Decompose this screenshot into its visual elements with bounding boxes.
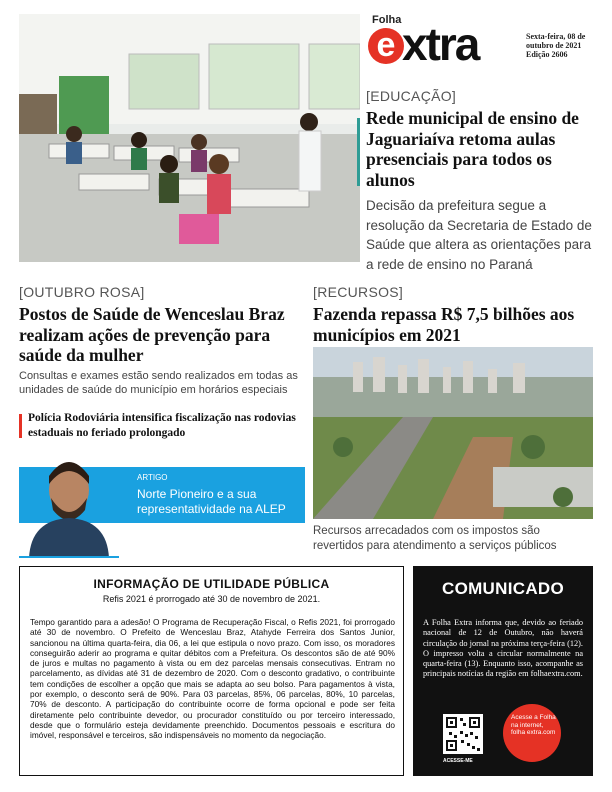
qr-code[interactable]	[443, 714, 483, 754]
top-story-kicker: [EDUCAÇÃO]	[366, 88, 457, 104]
edition-date: Sexta-feira, 08 de outubro de 2021	[526, 32, 586, 50]
brand-small: Folha	[372, 14, 402, 26]
kicker-bar	[357, 118, 360, 186]
masthead-logo[interactable]	[366, 14, 526, 70]
left-story-headline[interactable]: Postos de Saúde de Wenceslau Braz realizam ações de prevenção para saúde da mulher	[19, 304, 285, 365]
top-story-headline[interactable]: Rede municipal de ensino de Jaguariaíva retoma aulas presenciais para todos os alunos	[366, 108, 579, 190]
city-photo	[313, 347, 593, 519]
right-story-kicker: [RECURSOS]	[313, 284, 404, 300]
brief-headline[interactable]: Polícia Rodoviária intensifica fiscalização nas rodovias estaduais no feriado prolongado	[28, 412, 296, 439]
utility-body: Tempo garantido para a adesão! O Programa de Recuperação Fiscal, o Refis 2021, foi prorrogado até 30 de novembro. O Prefeito de Wenceslau Braz, Atahyde Ferreira dos Santos Junior, sancionou na última quarta-feira, dia 06, a lei que estipula o novo prazo. Com isso, os moradores conseguirão aderir ao programa e quitar débitos com a Prefeitura. Os descontos são de até 90% de juros e multas no pagamento à vista ou em dez parcelas mensais consecutivas. Entram no parcelamento, as dívidas até 31 de dezembro de 2020. Com o desconto gradativo, o contribuinte tem condições de escolher a opção que mais se adapta ao seu bolso. Para pagamentos à vista, por exemplo, o desconto será de 90%. Para 03 parcelas, 85%, 06 parcelas, 80%, 10 parcelas, 70% de desconto. A participação do contribuinte ocorre de forma opcional e pode ser feita diretamente pelo contribuinte devedor, ou procurador constituído ou por terceiro interessado, desde que o formulário esteja devidamente preenchido. Documentos pessoais e escritura do imóvel, responsável e terceiros, são indispensáveis no momento da negociação.	[30, 617, 395, 741]
brief-bar	[19, 414, 22, 438]
comunicado-box	[413, 566, 593, 776]
comunicado-body: A Folha Extra informa que, devido ao feriado nacional de 12 de Outubro, não haverá circulação do jornal na próxima terça-feira (12). O impresso volta a circular normalmente na quarta-feira (13). Enquanto isso, acompanhe as principais notícias da região em folhaextra.com.	[423, 618, 583, 679]
logo-text: xtra	[402, 18, 479, 70]
web-badge-text: Acesse a Folha na internet, folha extra.com	[511, 714, 556, 736]
classroom-photo	[19, 14, 360, 262]
qr-label: ACESSE-ME	[443, 758, 473, 764]
left-story-kicker: [OUTUBRO ROSA]	[19, 284, 145, 300]
artigo-label: ARTIGO	[137, 473, 168, 482]
edition-info	[526, 32, 606, 59]
utility-box	[19, 566, 404, 776]
web-badge[interactable]	[503, 704, 561, 762]
artigo-author: Por Renan de Oliveira	[137, 529, 221, 539]
utility-title: INFORMAÇÃO DE UTILIDADE PÚBLICA	[93, 577, 330, 591]
artigo-title: Norte Pioneiro e a sua representatividade na ALEP	[137, 487, 286, 516]
edition-number: Edição 2606	[526, 50, 568, 59]
left-story-deck: Consultas e exames estão sendo realizados em todas as unidades de saúde do município em horários especiais	[19, 370, 298, 396]
top-story-deck: Decisão da prefeitura segue a resolução da Secretaria de Estado de Saúde que altera as orientações para a rede de ensino no Paraná	[366, 198, 592, 272]
logo-e: e	[368, 28, 404, 64]
utility-subtitle: Refis 2021 é prorrogado até 30 de novembro de 2021.	[102, 594, 321, 604]
right-story-headline[interactable]: Fazenda repassa R$ 7,5 bilhões aos municípios em 2021	[313, 304, 575, 345]
author-photo	[19, 448, 119, 558]
comunicado-title: COMUNICADO	[442, 579, 564, 598]
right-story-caption: Recursos arrecadados com os impostos são revertidos para atendimento a serviços públicos	[313, 525, 557, 552]
